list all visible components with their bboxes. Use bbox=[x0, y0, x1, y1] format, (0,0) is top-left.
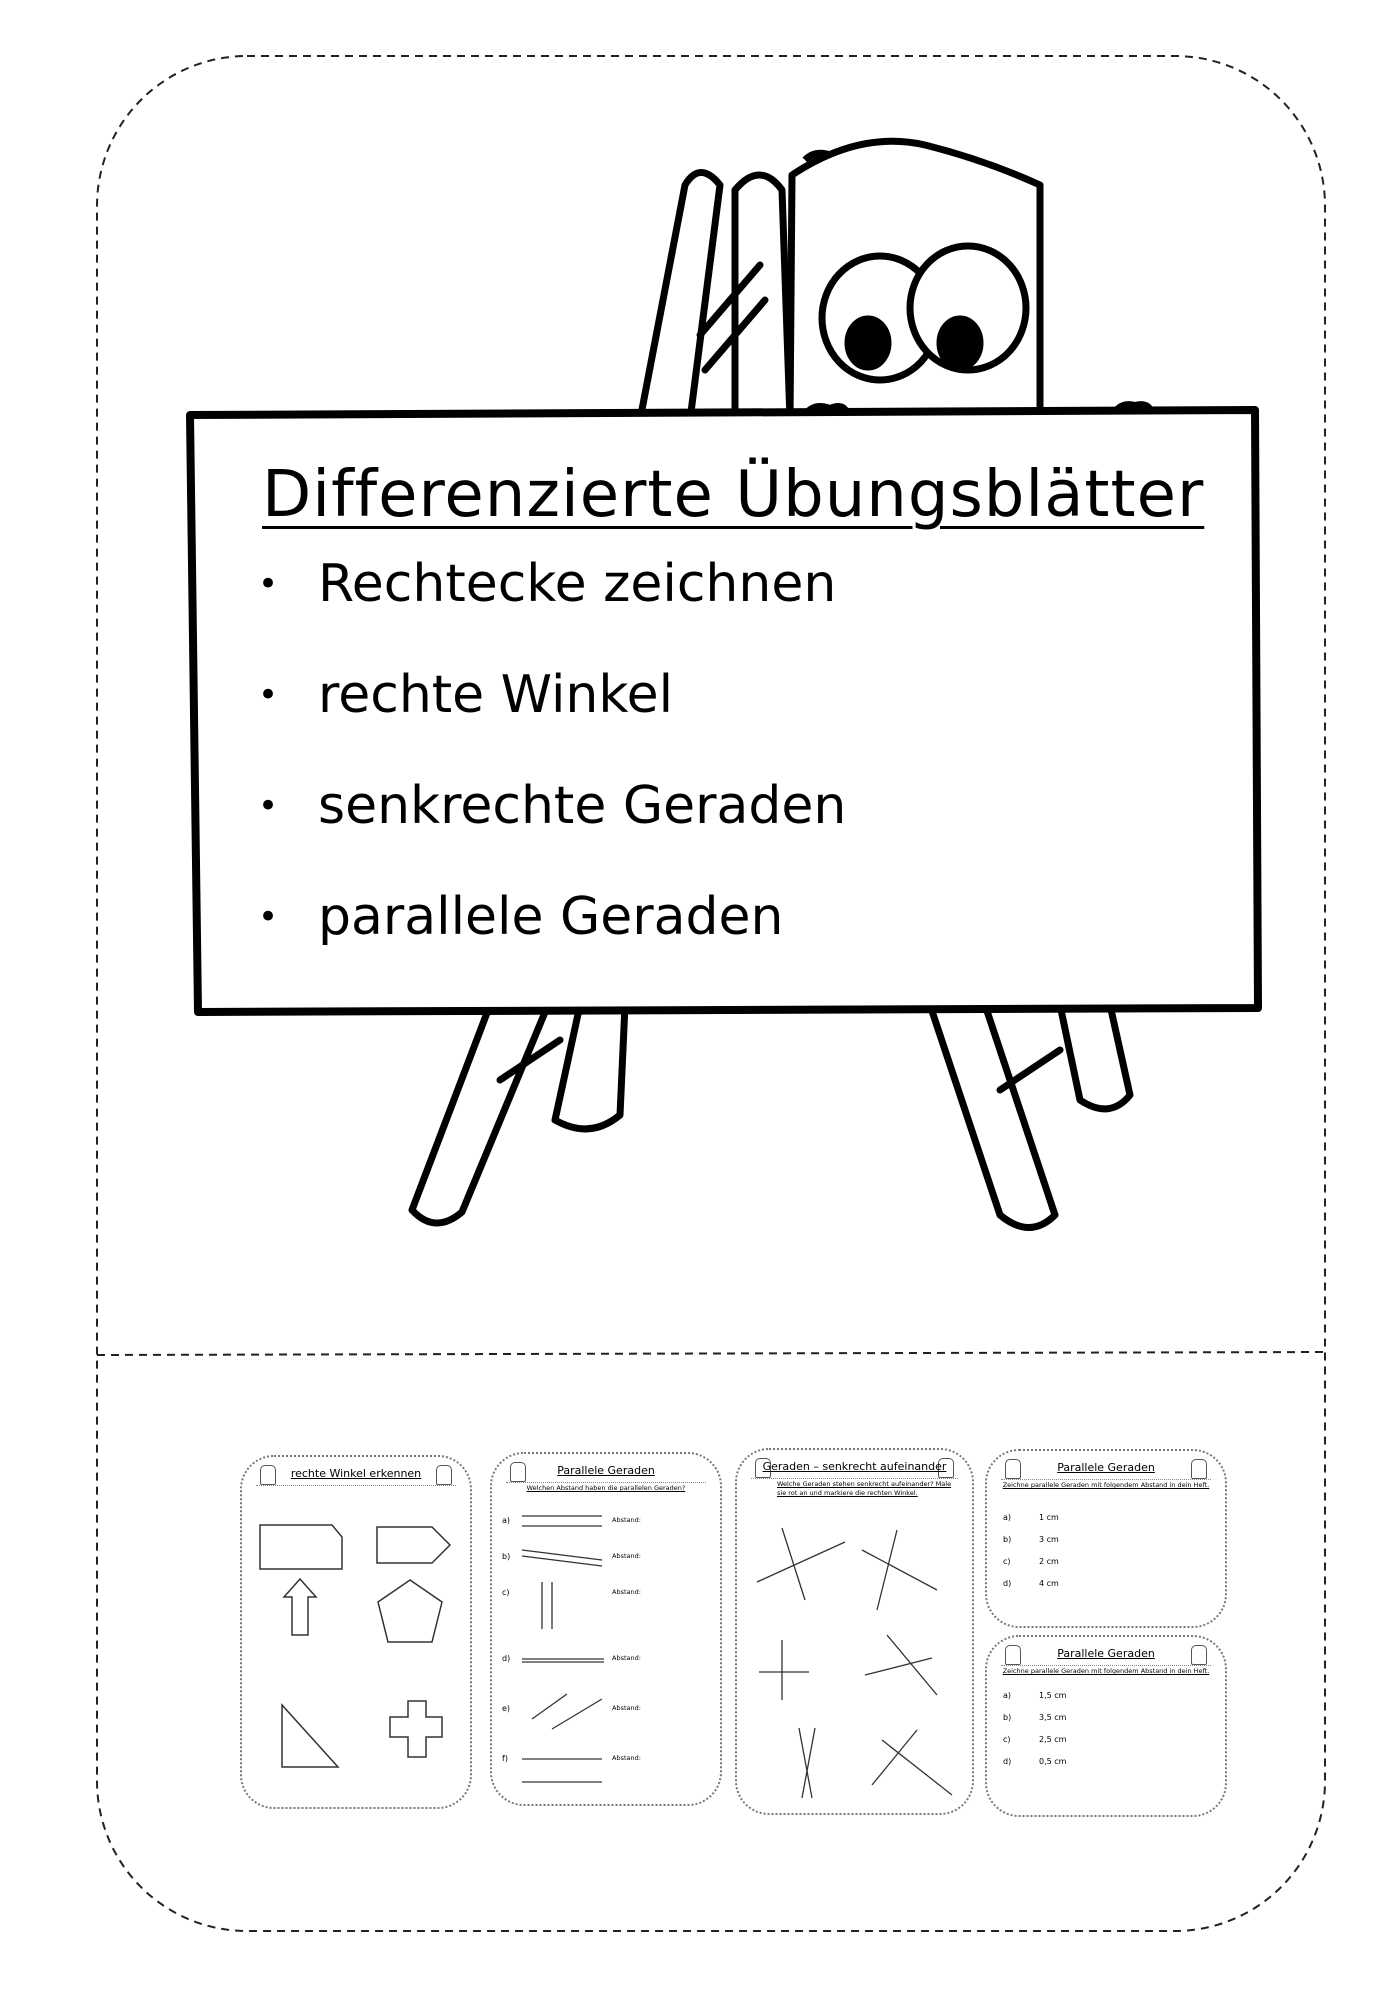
item-value: 2,5 cm bbox=[1039, 1735, 1067, 1744]
thumbnail-card-right-angles bbox=[240, 1455, 472, 1809]
thumbnail-card-parallel-draw-2 bbox=[985, 1635, 1227, 1817]
row-label: b) bbox=[502, 1552, 511, 1561]
mascot-legs-top bbox=[640, 173, 790, 421]
bullet-text: parallele Geraden bbox=[318, 887, 784, 947]
distance-label: Abstand: bbox=[612, 1704, 641, 1712]
bullet-text: senkrechte Geraden bbox=[318, 776, 847, 836]
distance-label: Abstand: bbox=[612, 1588, 641, 1596]
distance-label: Abstand: bbox=[612, 1754, 641, 1762]
thumbnail-card-perpendicular bbox=[735, 1448, 974, 1815]
item-value: 3 cm bbox=[1039, 1535, 1059, 1544]
item-value: 0,5 cm bbox=[1039, 1757, 1067, 1766]
bullet-text: rechte Winkel bbox=[318, 665, 674, 725]
item-label: b) bbox=[1003, 1713, 1012, 1722]
card-instruction: Zeichne parallele Geraden mit folgendem Abstand in dein Heft. bbox=[1002, 1481, 1210, 1489]
card-instruction: Zeichne parallele Geraden mit folgendem Abstand in dein Heft. bbox=[1002, 1667, 1210, 1675]
bullet-dot: • bbox=[258, 675, 279, 715]
item-label: b) bbox=[1003, 1535, 1012, 1544]
item-value: 3,5 cm bbox=[1039, 1713, 1067, 1722]
mascot-legs-bottom bbox=[412, 1005, 1130, 1228]
item-label: a) bbox=[1003, 1513, 1012, 1522]
row-label: e) bbox=[502, 1704, 511, 1713]
bullet-item bbox=[258, 774, 846, 885]
bullet-dot: • bbox=[258, 897, 279, 937]
mascot-eyes bbox=[822, 246, 1026, 380]
row-label: f) bbox=[502, 1754, 508, 1763]
bullet-item bbox=[258, 552, 846, 663]
bullet-list bbox=[258, 552, 846, 996]
card-title: Geraden – senkrecht aufeinander bbox=[762, 1460, 947, 1473]
card-instruction: Welchen Abstand haben die parallelen Geraden? bbox=[526, 1484, 686, 1492]
item-label: c) bbox=[1003, 1557, 1011, 1566]
card-title: Parallele Geraden bbox=[1057, 1647, 1155, 1660]
item-value: 1 cm bbox=[1039, 1513, 1059, 1522]
item-label: a) bbox=[1003, 1691, 1012, 1700]
distance-label: Abstand: bbox=[612, 1654, 641, 1662]
thumbnail-card-parallel-distance bbox=[490, 1452, 722, 1806]
bullet-dot: • bbox=[258, 564, 279, 604]
row-label: c) bbox=[502, 1588, 510, 1597]
card-instruction: Welche Geraden stehen senkrecht aufeinander? Male sie rot an und markiere die rechten Winkel. bbox=[777, 1480, 952, 1497]
item-label: d) bbox=[1003, 1757, 1012, 1766]
item-value: 2 cm bbox=[1039, 1557, 1059, 1566]
card-header-divider bbox=[1001, 1479, 1211, 1480]
row-label: a) bbox=[502, 1516, 511, 1525]
bullet-text: Rechtecke zeichnen bbox=[318, 554, 837, 614]
thumbnail-card-parallel-draw-1 bbox=[985, 1449, 1227, 1628]
bullet-item bbox=[258, 885, 846, 996]
distance-label: Abstand: bbox=[612, 1516, 641, 1524]
card-title: Parallele Geraden bbox=[557, 1464, 655, 1477]
dashed-cut-line bbox=[97, 1352, 1325, 1355]
card-title: rechte Winkel erkennen bbox=[290, 1467, 422, 1480]
bullet-dot: • bbox=[258, 786, 279, 826]
parallel-lines-drawing bbox=[492, 1454, 720, 1804]
distance-label: Abstand: bbox=[612, 1552, 641, 1560]
card-header-divider bbox=[1001, 1665, 1211, 1666]
item-label: d) bbox=[1003, 1579, 1012, 1588]
bullet-item bbox=[258, 663, 846, 774]
row-label: d) bbox=[502, 1654, 511, 1663]
item-value: 1,5 cm bbox=[1039, 1691, 1067, 1700]
item-label: c) bbox=[1003, 1735, 1011, 1744]
sign-title: Differenzierte Übungsblätter bbox=[262, 458, 1205, 532]
shapes-drawing bbox=[242, 1457, 470, 1807]
card-title: Parallele Geraden bbox=[1057, 1461, 1155, 1474]
perpendicular-lines-drawing bbox=[737, 1450, 972, 1813]
item-value: 4 cm bbox=[1039, 1579, 1059, 1588]
